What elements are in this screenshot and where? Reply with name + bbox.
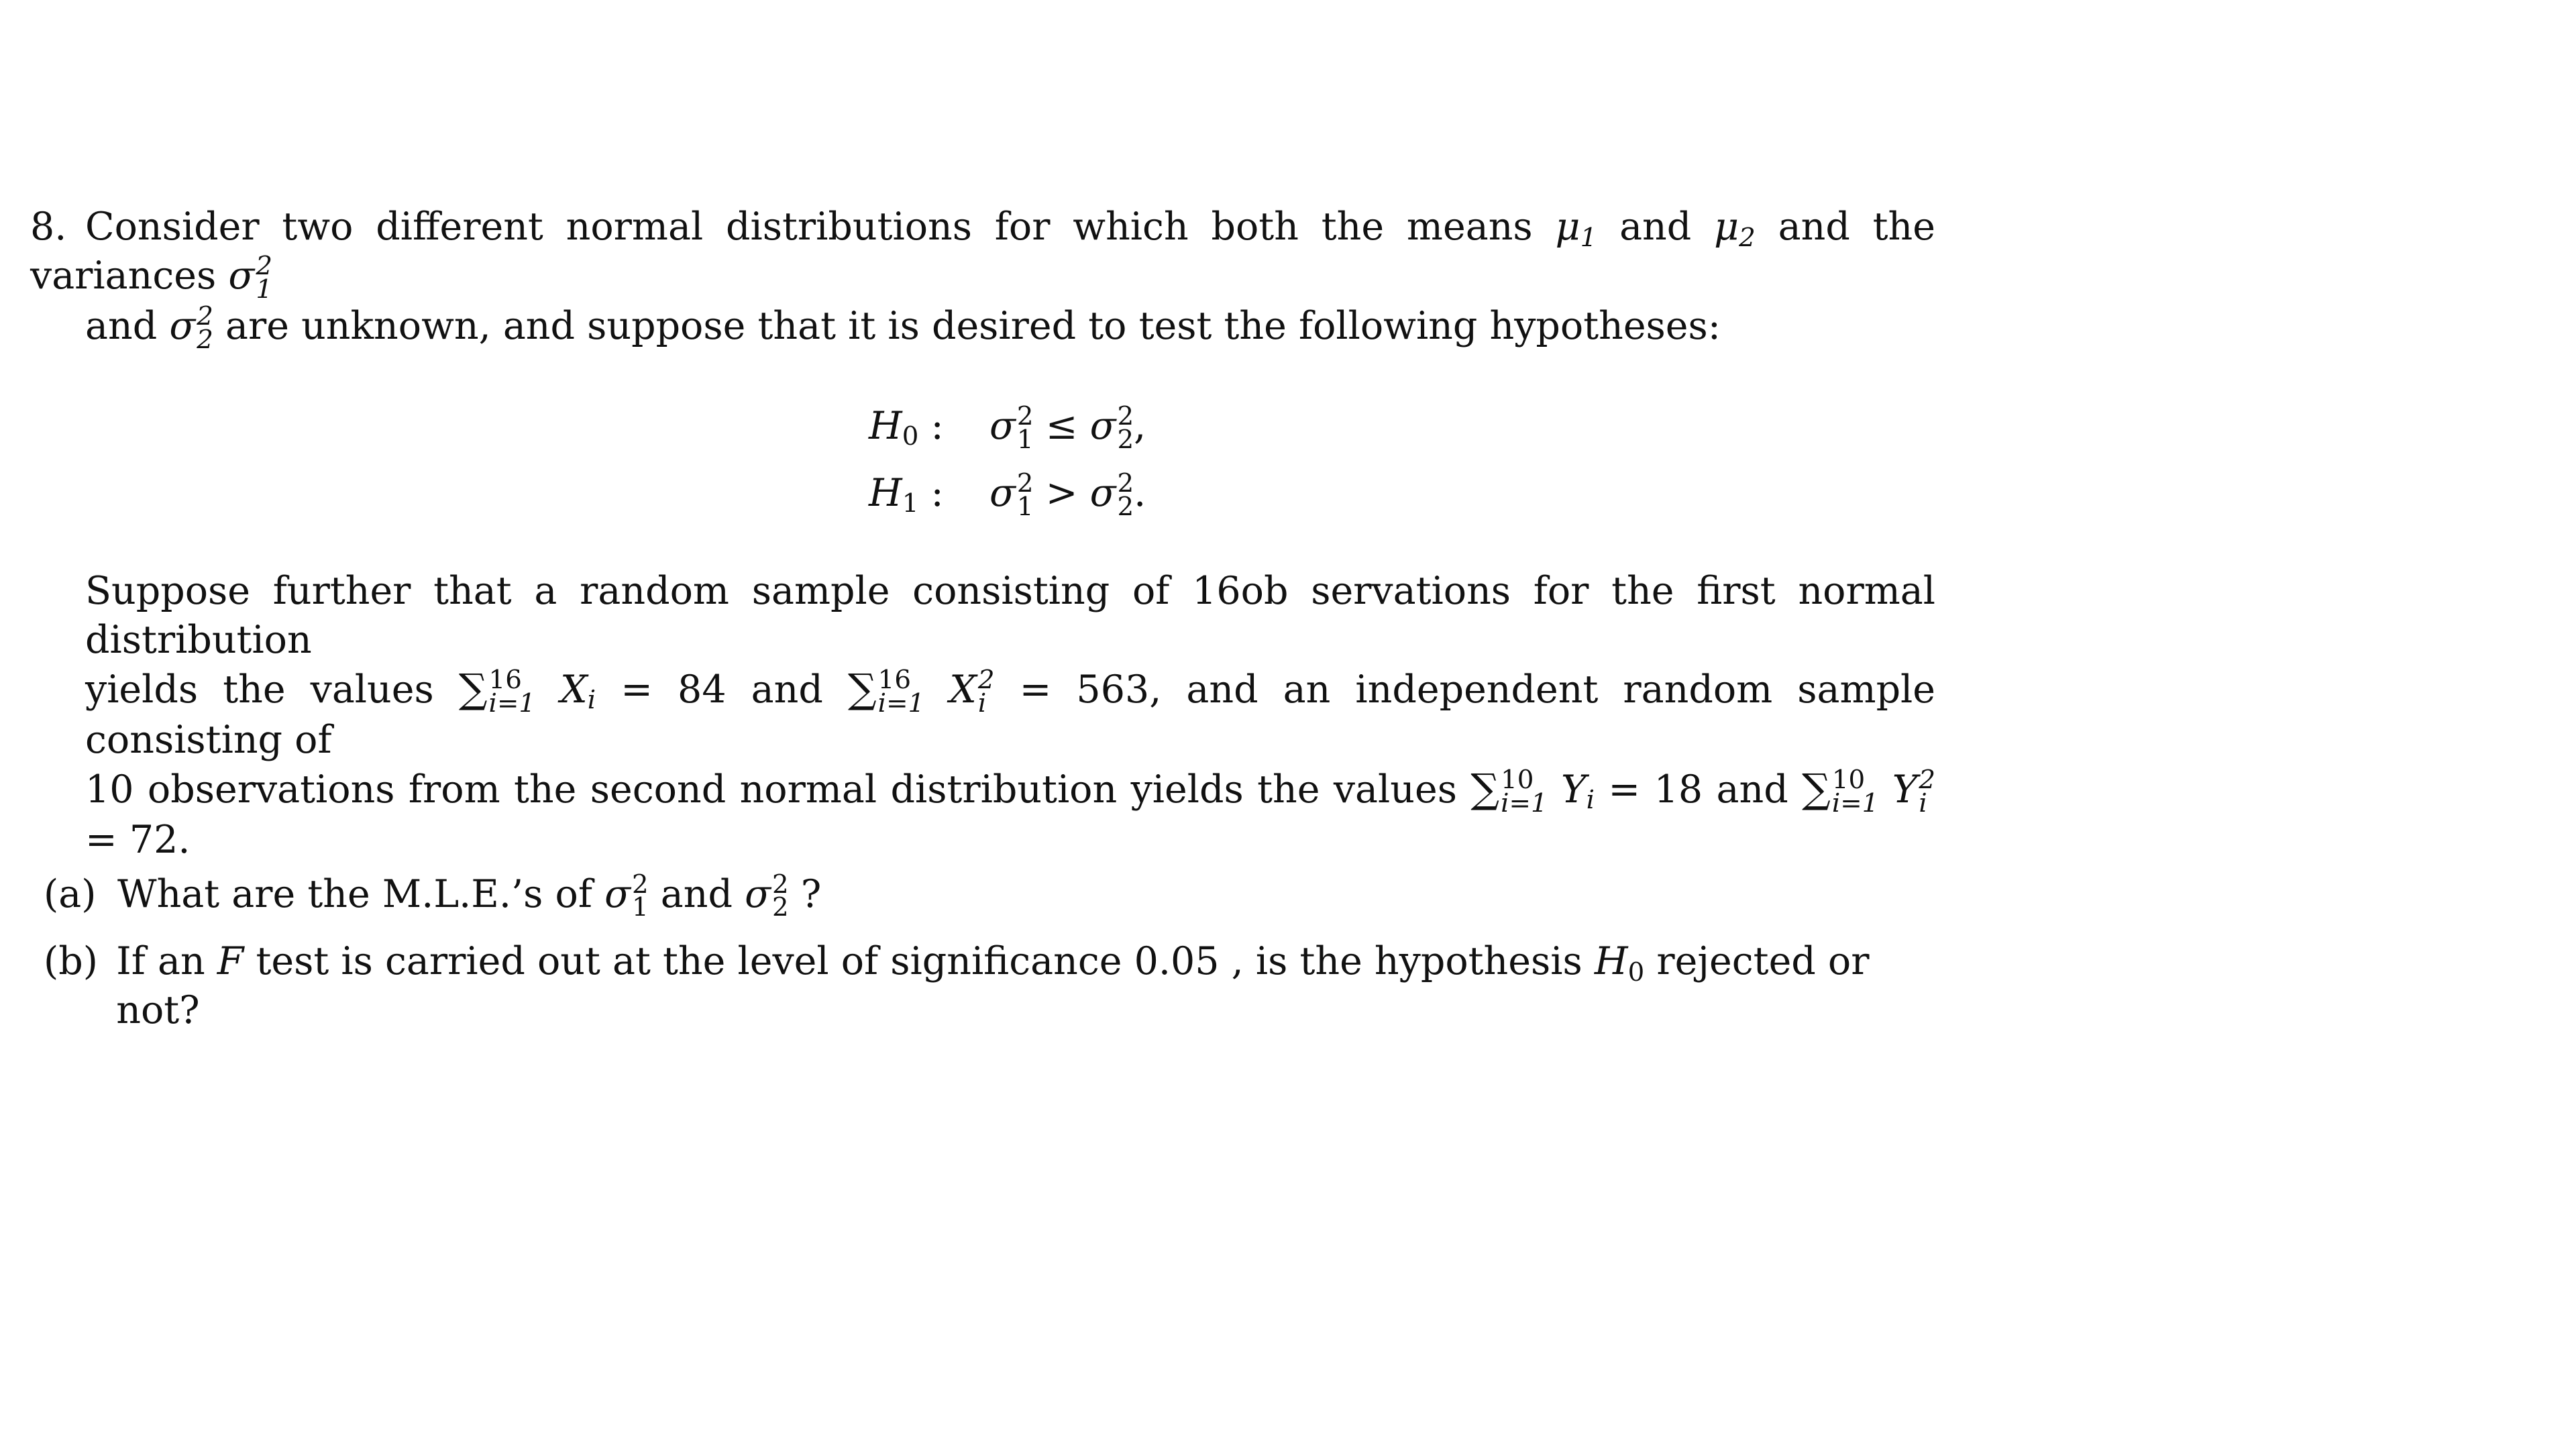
intro-and-1: and [1619,205,1692,249]
mu1-symbol: $\mu_1$ [1555,205,1597,253]
part-b [30,937,1935,1035]
problem-8 [30,203,1935,1053]
problem-intro-line2 [30,301,1935,355]
sum-y2-value: = 72. [85,817,191,862]
part-b-text: If an F test is carried out at the level of significance 0.05 , is the hypothesis $H_0$ rejected or not? [116,939,1870,1033]
and-word-2: and [1716,767,1788,812]
sum-x-squared: ∑ 16 i=1 X 2 i [847,664,995,718]
part-a-label: (a) [44,871,97,916]
h1-label: $H_1$ : [869,470,944,519]
intro-and-variances: and the variances [30,205,1936,298]
and-word-1: and [751,667,823,712]
sum-y-squared: ∑ 10 i=1 Y 2 i [1802,764,1936,818]
intro-text-1: Consider two different normal distributions for which both the means [85,205,1533,249]
sum-y: ∑ 10 i=1 $Y_i$ [1470,764,1595,818]
sum-y-value: = 18 [1608,767,1703,812]
mu2-symbol: $\mu_2$ [1714,205,1756,253]
intro-line2-end: are unknown, and suppose that it is desired to test the following hypotheses: [225,303,1721,348]
problem-intro [30,203,1936,305]
part-a-text: What are the M.L.E.’s of σ 2 1 and σ 2 2 ? [117,869,822,923]
part-a [30,869,1935,923]
h1-statement: σ 2 1 > σ 2 2 . [989,468,1146,522]
sigma2-squared: σ 2 2 [169,301,213,355]
null-hypothesis [869,392,1935,460]
sigma1-squared: σ 2 1 [228,251,272,305]
sum-x-value: = 84 [621,667,727,712]
sum-x2-value: = 563, and an independent random sample consisting of [85,667,1936,762]
h0-statement: σ 2 1 ≤ σ 2 2 , [989,400,1146,455]
h0-label: $H_0$ : [869,403,944,452]
problem-number: 8. [30,205,67,249]
alternative-hypothesis [869,460,1935,527]
sample-line3-start: 10 observations from the second normal distribution yields the values [85,767,1457,812]
sample-line2-start: yields the values [85,667,434,712]
sum-x: ∑ 16 i=1 $X_i$ [458,664,596,718]
question-parts [30,870,1935,1036]
intro-line2-start: and [85,303,158,348]
sample-paragraph-line1 [30,567,1935,665]
part-b-label: (b) [44,939,98,984]
sample-paragraph-line2 [30,665,1935,765]
sample-paragraph-line3 [30,765,1935,865]
hypotheses-block [30,392,1935,527]
sample-line1: Suppose further that a random sample consisting of 16ob servations for the first normal distribution [85,568,1935,662]
